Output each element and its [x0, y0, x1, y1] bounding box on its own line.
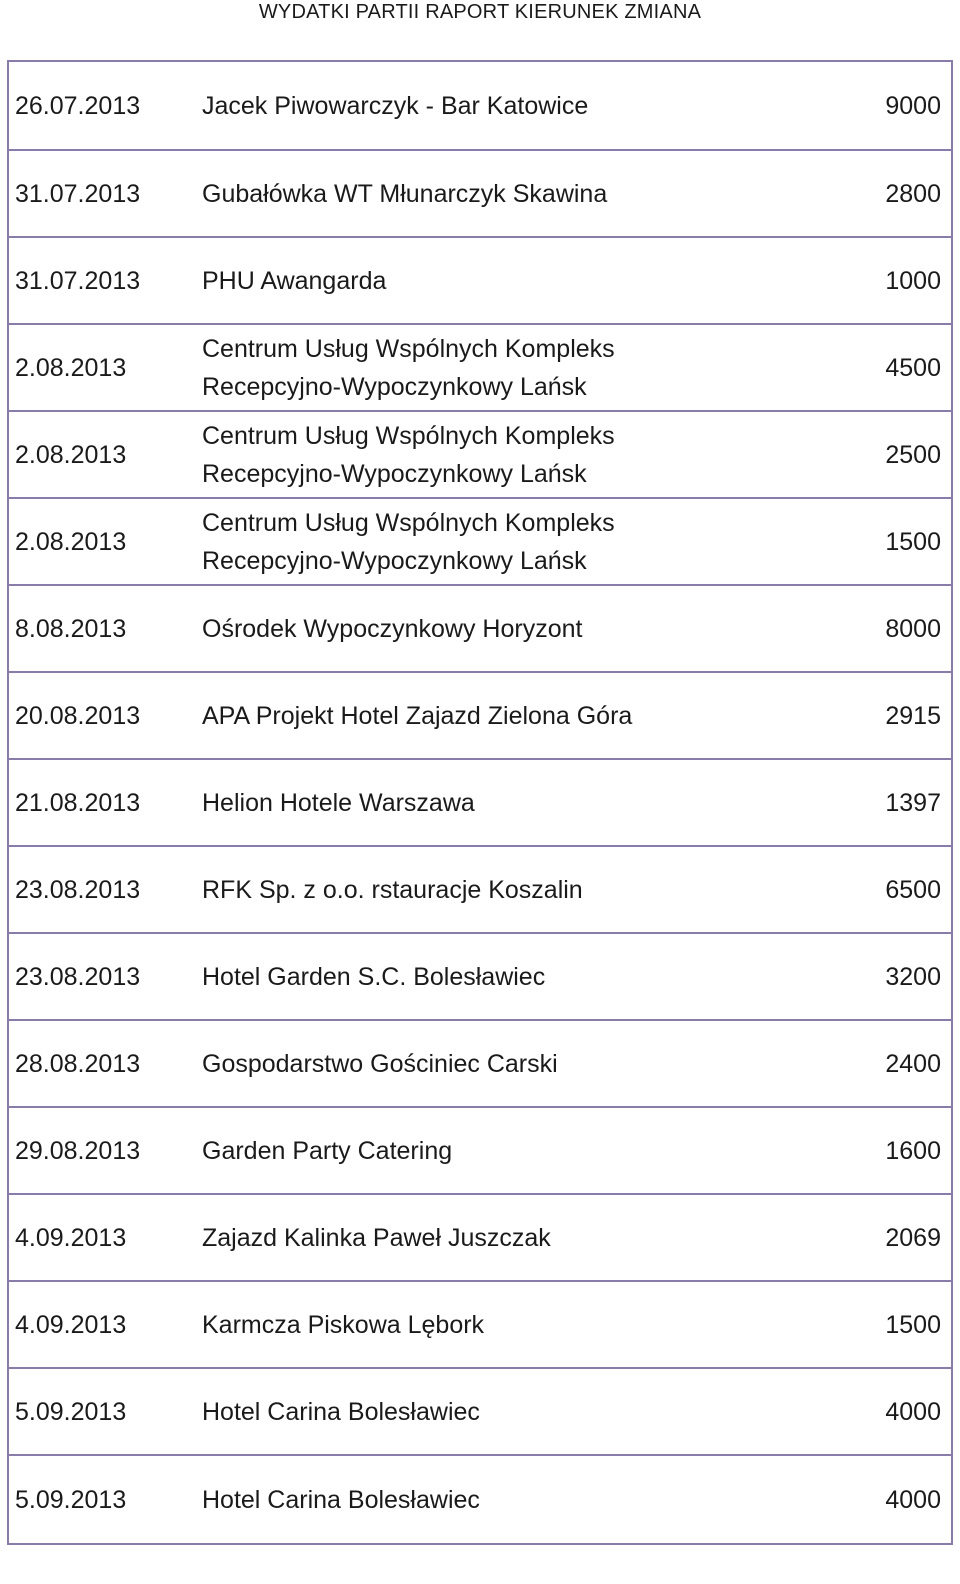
expense-payee-line: Centrum Usług Wspólnych Kompleks	[202, 421, 615, 450]
expense-date: 2.08.2013	[8, 498, 195, 585]
expense-payee-line: Zajazd Kalinka Paweł Juszczak	[202, 1223, 551, 1252]
expense-payee-line: Karmcza Piskowa Lębork	[202, 1310, 485, 1339]
expense-payee	[195, 324, 811, 411]
expense-payee-line: Hotel Garden S.C. Bolesławiec	[202, 962, 546, 991]
expense-payee-line: Jacek Piwowarczyk - Bar Katowice	[202, 91, 589, 120]
table-row	[8, 1455, 952, 1544]
expense-payee	[195, 1368, 811, 1455]
expense-payee-line: Hotel Carina Bolesławiec	[202, 1397, 480, 1426]
expense-date: 26.07.2013	[8, 61, 195, 150]
expense-amount: 1500	[811, 1281, 952, 1368]
expense-date: 28.08.2013	[8, 1020, 195, 1107]
expense-payee-line: Garden Party Catering	[202, 1136, 453, 1165]
table-row	[8, 933, 952, 1020]
expense-payee-line: Helion Hotele Warszawa	[202, 788, 475, 817]
expense-payee-line: Gubałówka WT Młunarczyk Skawina	[202, 179, 608, 208]
expense-payee	[195, 1020, 811, 1107]
expense-amount: 2500	[811, 411, 952, 498]
table-row	[8, 1107, 952, 1194]
expense-amount: 2915	[811, 672, 952, 759]
expense-payee-line: RFK Sp. z o.o. rstauracje Koszalin	[202, 875, 583, 904]
expense-payee-line: Recepcyjno-Wypoczynkowy Lańsk	[202, 546, 587, 575]
expense-payee	[195, 237, 811, 324]
expense-payee-line: Hotel Carina Bolesławiec	[202, 1485, 480, 1514]
expenses-table-body	[8, 61, 952, 1544]
expense-amount: 9000	[811, 61, 952, 150]
expense-payee	[195, 411, 811, 498]
expense-payee	[195, 1281, 811, 1368]
expense-date: 4.09.2013	[8, 1194, 195, 1281]
table-row	[8, 672, 952, 759]
expense-amount: 1500	[811, 498, 952, 585]
expense-amount: 4000	[811, 1455, 952, 1544]
expense-payee	[195, 1455, 811, 1544]
expense-date: 2.08.2013	[8, 411, 195, 498]
expense-payee	[195, 61, 811, 150]
expense-date: 21.08.2013	[8, 759, 195, 846]
table-row	[8, 1368, 952, 1455]
expense-date: 8.08.2013	[8, 585, 195, 672]
expense-date: 5.09.2013	[8, 1368, 195, 1455]
expense-payee	[195, 933, 811, 1020]
expense-amount: 1600	[811, 1107, 952, 1194]
document-title: WYDATKI PARTII RAPORT KIERUNEK ZMIANA	[258, 1, 702, 23]
table-row	[8, 411, 952, 498]
expense-date: 31.07.2013	[8, 237, 195, 324]
table-row	[8, 324, 952, 411]
table-row	[8, 61, 952, 150]
expense-amount: 3200	[811, 933, 952, 1020]
expense-date: 4.09.2013	[8, 1281, 195, 1368]
table-row	[8, 1194, 952, 1281]
expense-date: 2.08.2013	[8, 324, 195, 411]
expense-payee-line: APA Projekt Hotel Zajazd Zielona Góra	[202, 701, 633, 730]
expense-date: 20.08.2013	[8, 672, 195, 759]
table-row	[8, 1020, 952, 1107]
expense-payee	[195, 585, 811, 672]
expense-payee	[195, 150, 811, 237]
expense-payee	[195, 1194, 811, 1281]
expense-payee-line: Gospodarstwo Gościniec Carski	[202, 1049, 558, 1078]
expense-payee-line: Recepcyjno-Wypoczynkowy Lańsk	[202, 459, 587, 488]
expense-amount: 6500	[811, 846, 952, 933]
expense-payee	[195, 498, 811, 585]
table-row	[8, 585, 952, 672]
expense-payee	[195, 1107, 811, 1194]
expense-date: 23.08.2013	[8, 933, 195, 1020]
expenses-table	[7, 60, 953, 1545]
expense-date: 23.08.2013	[8, 846, 195, 933]
expense-payee-line: Centrum Usług Wspólnych Kompleks	[202, 334, 615, 363]
expense-amount: 2069	[811, 1194, 952, 1281]
expense-payee-line: Centrum Usług Wspólnych Kompleks	[202, 508, 615, 537]
expense-payee-line: PHU Awangarda	[202, 266, 387, 295]
expense-amount: 2400	[811, 1020, 952, 1107]
table-row	[8, 1281, 952, 1368]
expense-amount: 2800	[811, 150, 952, 237]
expense-date: 5.09.2013	[8, 1455, 195, 1544]
expense-payee-line: Ośrodek Wypoczynkowy Horyzont	[202, 614, 583, 643]
expense-payee	[195, 846, 811, 933]
expense-payee	[195, 672, 811, 759]
expense-payee-line: Recepcyjno-Wypoczynkowy Lańsk	[202, 372, 587, 401]
table-row	[8, 150, 952, 237]
table-row	[8, 498, 952, 585]
expense-date: 29.08.2013	[8, 1107, 195, 1194]
expense-payee	[195, 759, 811, 846]
table-row	[8, 846, 952, 933]
table-row	[8, 759, 952, 846]
expense-amount: 4000	[811, 1368, 952, 1455]
expense-date: 31.07.2013	[8, 150, 195, 237]
expense-amount: 1397	[811, 759, 952, 846]
table-row	[8, 237, 952, 324]
expense-amount: 1000	[811, 237, 952, 324]
expense-amount: 8000	[811, 585, 952, 672]
expense-amount: 4500	[811, 324, 952, 411]
